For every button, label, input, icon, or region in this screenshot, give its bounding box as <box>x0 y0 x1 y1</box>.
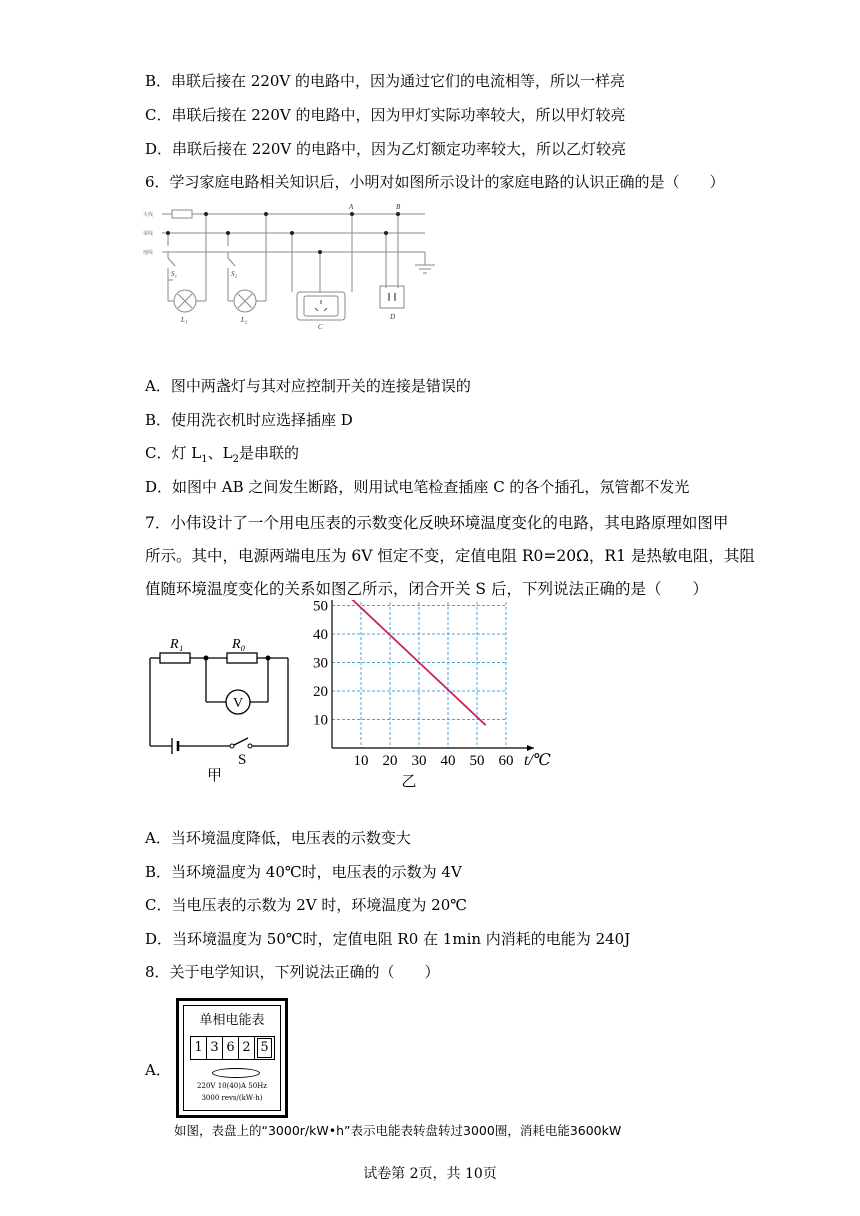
energy-meter-image <box>176 998 288 1118</box>
socket-d-label: D <box>390 313 396 321</box>
page-footer: 试卷第 2页，共 10页 <box>363 1166 497 1182</box>
x-tick-label: 10 <box>353 753 369 769</box>
q7-option-d: D．当环境温度为 50℃时，定值电阻 R0 在 1min 内消耗的电能为 240J <box>145 930 631 948</box>
circuit-caption: 甲 <box>207 768 223 784</box>
q7-stem-line2: 所示。其中，电源两端电压为 6V 恒定不变，定值电阻 R0=20Ω，R1 是热敏电阻，其阻 <box>145 547 755 565</box>
lamp-l2-label: L₂ <box>241 316 248 324</box>
ground-wire-label: 地线 <box>143 251 154 256</box>
x-tick-label: 30 <box>411 753 427 769</box>
household-circuit-diagram <box>140 200 440 330</box>
live-wire-label: 火线 <box>143 213 154 218</box>
q6-option-c: C．灯 $L_1$、$L_2$是串联的 <box>145 444 299 465</box>
voltmeter-icon: V <box>233 696 244 711</box>
resistance-temperature-chart <box>300 600 560 790</box>
meter-digits <box>190 1036 275 1060</box>
socket-c-label: C <box>318 323 323 330</box>
q5-option-c: C．串联后接在 220V 的电路中，因为甲灯实际功率较大，所以甲灯较亮 <box>145 106 626 124</box>
x-tick-label: 20 <box>382 753 398 769</box>
neutral-wire-label: 零线 <box>143 232 154 237</box>
y-tick-label: 40 <box>313 627 328 643</box>
q7-stem-line3: 值随环境温度变化的关系如图乙所示，闭合开关 S 后，下列说法正确的是（ ） <box>145 580 708 598</box>
x-tick-label: 60 <box>498 753 514 769</box>
switch-s-label: S <box>238 752 247 768</box>
q6-stem: 6．学习家庭电路相关知识后，小明对如图所示设计的家庭电路的认识正确的是（ ） <box>145 173 725 191</box>
x-tick-label: 40 <box>440 753 456 769</box>
meter-digit-decimal: 5 <box>257 1038 272 1058</box>
point-a-label: A <box>349 203 354 211</box>
x-tick-label: 50 <box>469 753 485 769</box>
switch-s1-label: S₁ <box>171 270 177 278</box>
q6-option-b: B．使用洗衣机时应选择插座 D <box>145 411 353 429</box>
y-tick-label: 20 <box>313 684 328 700</box>
q5-option-b: B．串联后接在 220V 的电路中，因为通过它们的电流相等，所以一样亮 <box>145 72 626 90</box>
q7-stem-line1: 7．小伟设计了一个用电压表的示数变化反映环境温度变化的电路，其电路原理如图甲 <box>145 514 729 532</box>
q7-option-b: B．当环境温度为 40℃时，电压表的示数为 4V <box>145 863 462 881</box>
meter-disc-icon <box>212 1068 260 1078</box>
meter-spec-2: 3000 revs/(kW·h) <box>201 1094 263 1102</box>
meter-digit: 3 <box>207 1037 223 1059</box>
x-axis-label: t/℃ <box>524 752 551 769</box>
lamp-l1-label: L₁ <box>181 316 188 324</box>
meter-title: 单相电能表 <box>199 1012 265 1027</box>
y-tick-label: 30 <box>313 655 328 672</box>
meter-digit: 2 <box>239 1037 255 1059</box>
q8-stem: 8．关于电学知识，下列说法正确的（ ） <box>145 963 440 981</box>
q6-option-d: D．如图中 AB 之间发生断路，则用试电笔检查插座 C 的各个插孔，氖管都不发光 <box>145 478 690 496</box>
q7-option-a: A．当环境温度降低，电压表的示数变大 <box>145 829 411 847</box>
q8-option-a-text: 如图，表盘上的“3000r/kW•h”表示电能表转盘转过3000圈，消耗电能3600kW <box>174 1123 622 1138</box>
point-b-label: B <box>396 203 401 211</box>
switch-s2-label: S₂ <box>231 270 237 278</box>
three-hole-socket-icon <box>315 300 327 311</box>
q7-option-c: C．当电压表的示数为 2V 时，环境温度为 20℃ <box>145 896 468 914</box>
y-tick-label: 50 <box>313 600 328 615</box>
meter-digit: 1 <box>191 1037 207 1059</box>
q8-option-a-label: A． <box>145 1061 171 1079</box>
y-tick-label: 10 <box>313 712 328 729</box>
x-axis-arrow <box>527 745 534 751</box>
resistor-r0-label: R₀ <box>232 637 246 652</box>
resistor-r1-label: R₁ <box>170 637 184 652</box>
meter-digit: 6 <box>223 1037 239 1059</box>
voltmeter-circuit-diagram <box>140 630 300 785</box>
q5-option-d: D．串联后接在 220V 的电路中，因为乙灯额定功率较大，所以乙灯较亮 <box>145 140 627 158</box>
meter-spec-1: 220V 10(40)A 50Hz <box>197 1082 267 1090</box>
q6-option-a: A．图中两盏灯与其对应控制开关的连接是错误的 <box>145 377 471 395</box>
chart-caption: 乙 <box>401 774 417 790</box>
